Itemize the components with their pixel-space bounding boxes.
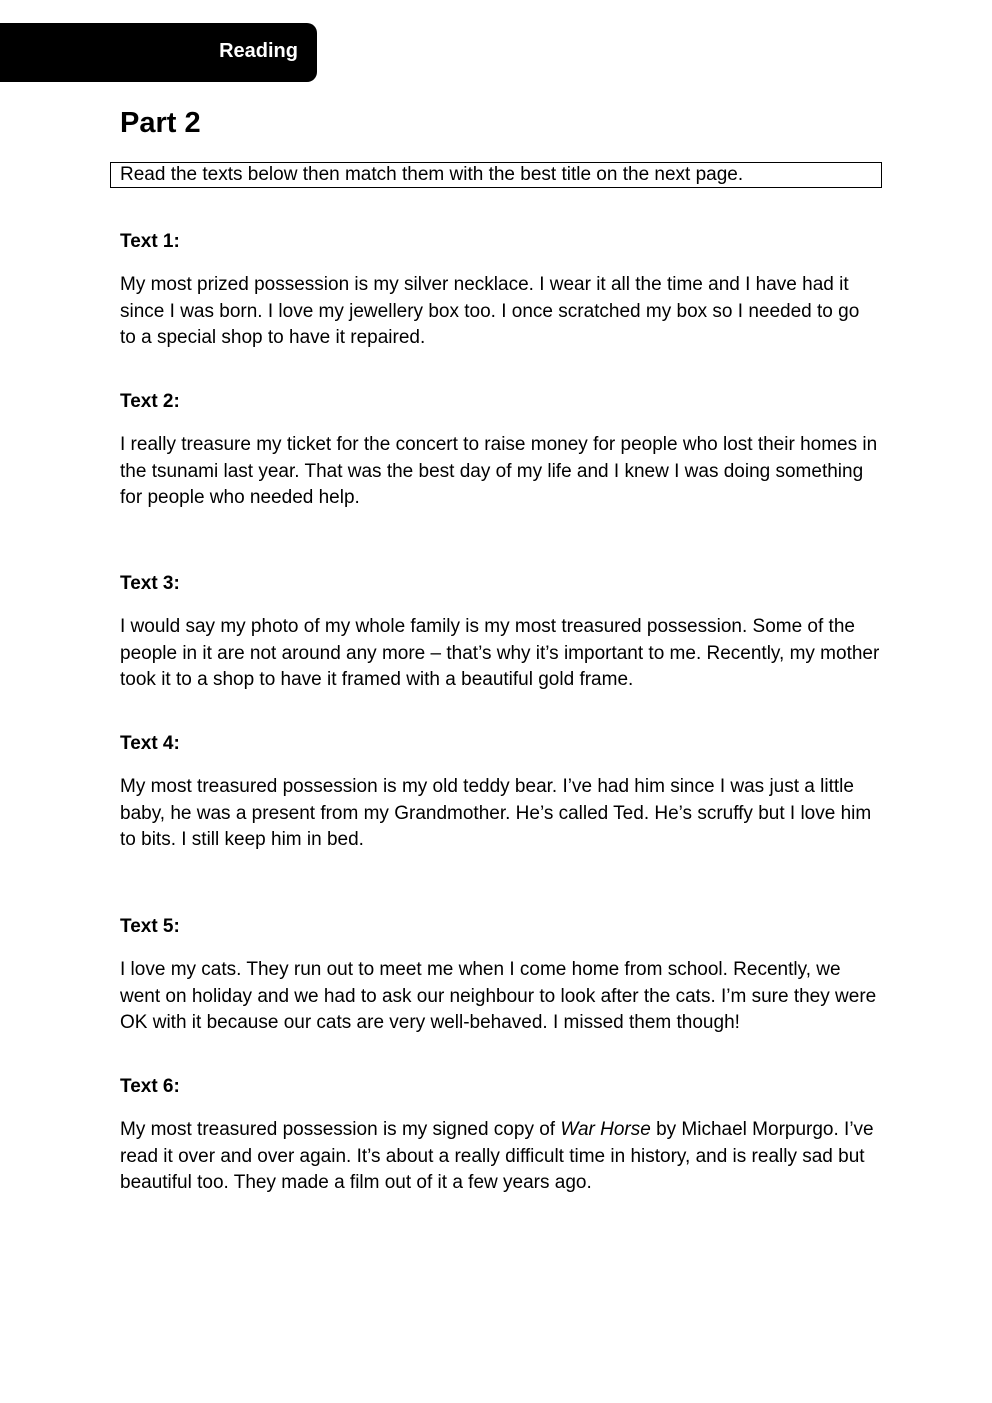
text-block-2	[120, 390, 880, 512]
text-block-5	[120, 915, 880, 1037]
text-heading: Text 5:	[120, 916, 180, 937]
text-block-1	[120, 230, 880, 352]
text-body: My most prized possession is my silver necklace. I wear it all the time and I have had it since I was born. I love my jewellery box too. I once scratched my box so I needed to go to a special shop to have it repaired.	[120, 274, 860, 348]
section-tab	[0, 23, 317, 82]
text-heading: Text 4:	[120, 733, 180, 754]
text-body	[120, 1117, 880, 1197]
instruction-box: Read the texts below then match them with the best title on the next page.	[110, 162, 882, 188]
book-title: War Horse	[560, 1119, 651, 1140]
text-heading: Text 6:	[120, 1076, 180, 1097]
text-heading: Text 2:	[120, 391, 180, 412]
text-body: My most treasured possession is my old teddy bear. I’ve had him since I was just a little baby, he was a present from my Grandmother. He’s called Ted. He’s scruffy but I love him to bits. I still keep him in bed.	[120, 776, 872, 850]
text-block-3	[120, 572, 880, 694]
text-heading: Text 1:	[120, 231, 180, 252]
text-body: I would say my photo of my whole family is my most treasured possession. Some of the people in it are not around any more – that’s why it’s important to me. Recently, my mother took it to a shop to have it framed with a beautiful gold frame.	[120, 616, 880, 690]
text-body: I really treasure my ticket for the concert to raise money for people who lost their homes in the tsunami last year. That was the best day of my life and I knew I was doing something for people who needed help.	[120, 434, 878, 508]
text-body: I love my cats. They run out to meet me when I come home from school. Recently, we went on holiday and we had to ask our neighbour to look after the cats. I’m sure they were OK with it because our cats are very well-behaved. I missed them though!	[120, 959, 877, 1033]
text-body-start: My most treasured possession is my signed copy of	[120, 1119, 561, 1140]
text-heading: Text 3:	[120, 573, 180, 594]
page-title: Part 2	[120, 107, 201, 139]
text-block-4	[120, 732, 880, 854]
text-block-6	[120, 1075, 880, 1197]
text-body-end: by Michael Morpurgo. I’ve read it over and over again. It’s about a really difficult time in history, and is really sad but beautiful too. They made a film out of it a few years ago.	[120, 1119, 874, 1193]
section-tab-label: Reading	[219, 40, 298, 62]
